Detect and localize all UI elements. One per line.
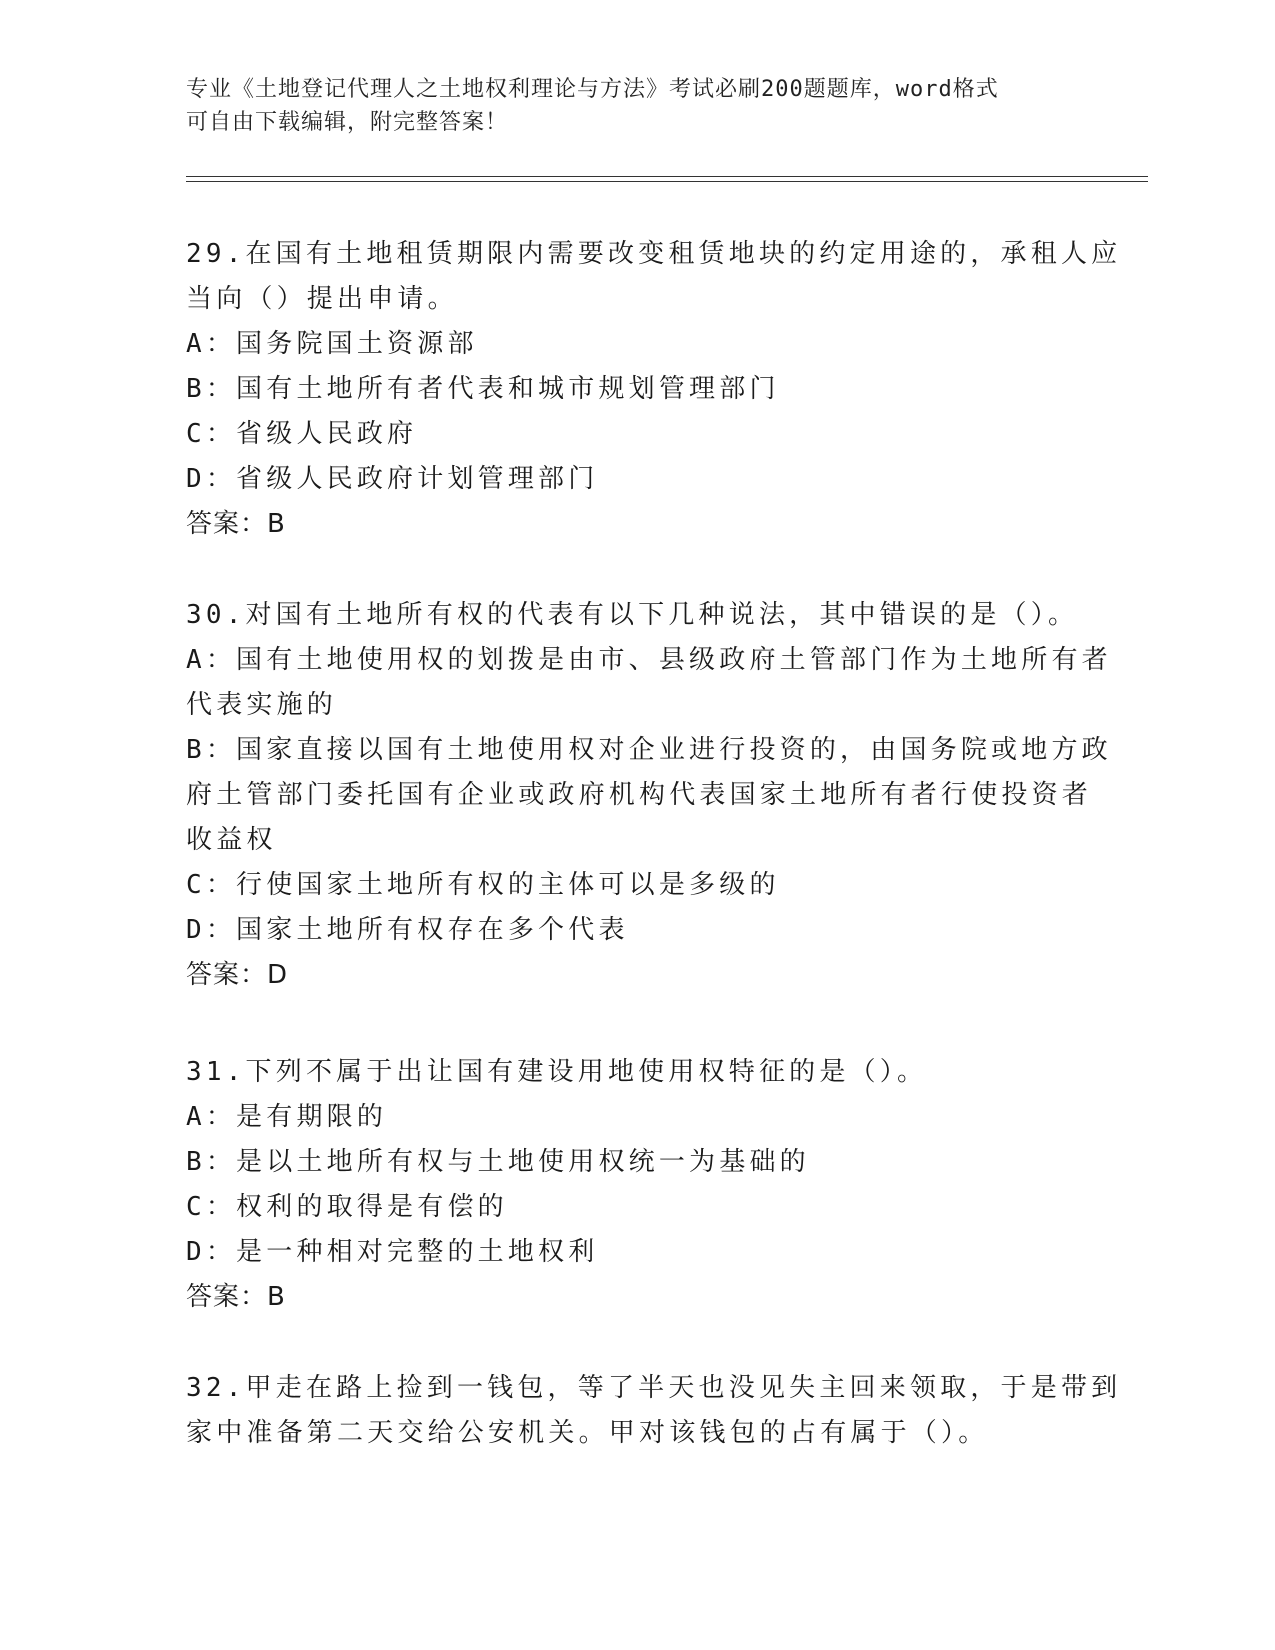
question-stem-line: 32.甲走在路上捡到一钱包，等了半天也没见失主回来领取，于是带到: [186, 1373, 1122, 1403]
option-c: C：行使国家土地所有权的主体可以是多级的: [186, 870, 780, 900]
option-d: D：省级人民政府计划管理部门: [186, 464, 599, 494]
question-30: [186, 593, 1112, 998]
option-b-continued: 府土管部门委托国有企业或政府机构代表国家土地所有者行使投资者: [186, 780, 1093, 810]
question-stem-line: 31.下列不属于出让国有建设用地使用权特征的是（）。: [186, 1057, 928, 1087]
answer-line: 答案：D: [186, 960, 289, 990]
option-c: C：省级人民政府: [186, 419, 418, 449]
header-divider-top: [186, 176, 1148, 177]
header-line-2: 可自由下载编辑，附完整答案！: [186, 110, 509, 135]
option-a: A：国有土地使用权的划拨是由市、县级政府土管部门作为土地所有者: [186, 645, 1112, 675]
question-31: [186, 1050, 1086, 1320]
question-stem-line: 家中准备第二天交给公安机关。甲对该钱包的占有属于（）。: [186, 1418, 989, 1448]
option-a-continued: 代表实施的: [186, 690, 338, 720]
option-a: A：是有期限的: [186, 1102, 388, 1132]
header-divider-bottom: [186, 181, 1148, 182]
header-line-1: 专业《土地登记代理人之土地权利理论与方法》考试必刷200题题库，word格式: [186, 77, 999, 102]
question-29: [186, 232, 1122, 547]
option-b: B：国家直接以国有土地使用权对企业进行投资的，由国务院或地方政: [186, 735, 1112, 765]
answer-line: 答案：B: [186, 1282, 286, 1312]
option-d: D：国家土地所有权存在多个代表: [186, 915, 629, 945]
option-b: B：是以土地所有权与土地使用权统一为基础的: [186, 1147, 810, 1177]
option-c: C：权利的取得是有偿的: [186, 1192, 508, 1222]
question-stem-line: 当向（）提出申请。: [186, 284, 458, 314]
question-stem-line: 29.在国有土地租赁期限内需要改变租赁地块的约定用途的，承租人应: [186, 239, 1122, 269]
answer-line: 答案：B: [186, 509, 286, 539]
option-d: D：是一种相对完整的土地权利: [186, 1237, 599, 1267]
option-b-continued: 收益权: [186, 825, 277, 855]
option-a: A：国务院国土资源部: [186, 329, 478, 359]
question-32: [186, 1366, 1122, 1456]
document-header: [186, 73, 1066, 139]
question-stem-line: 30.对国有土地所有权的代表有以下几种说法，其中错误的是（）。: [186, 600, 1079, 630]
option-b: B：国有土地所有者代表和城市规划管理部门: [186, 374, 780, 404]
